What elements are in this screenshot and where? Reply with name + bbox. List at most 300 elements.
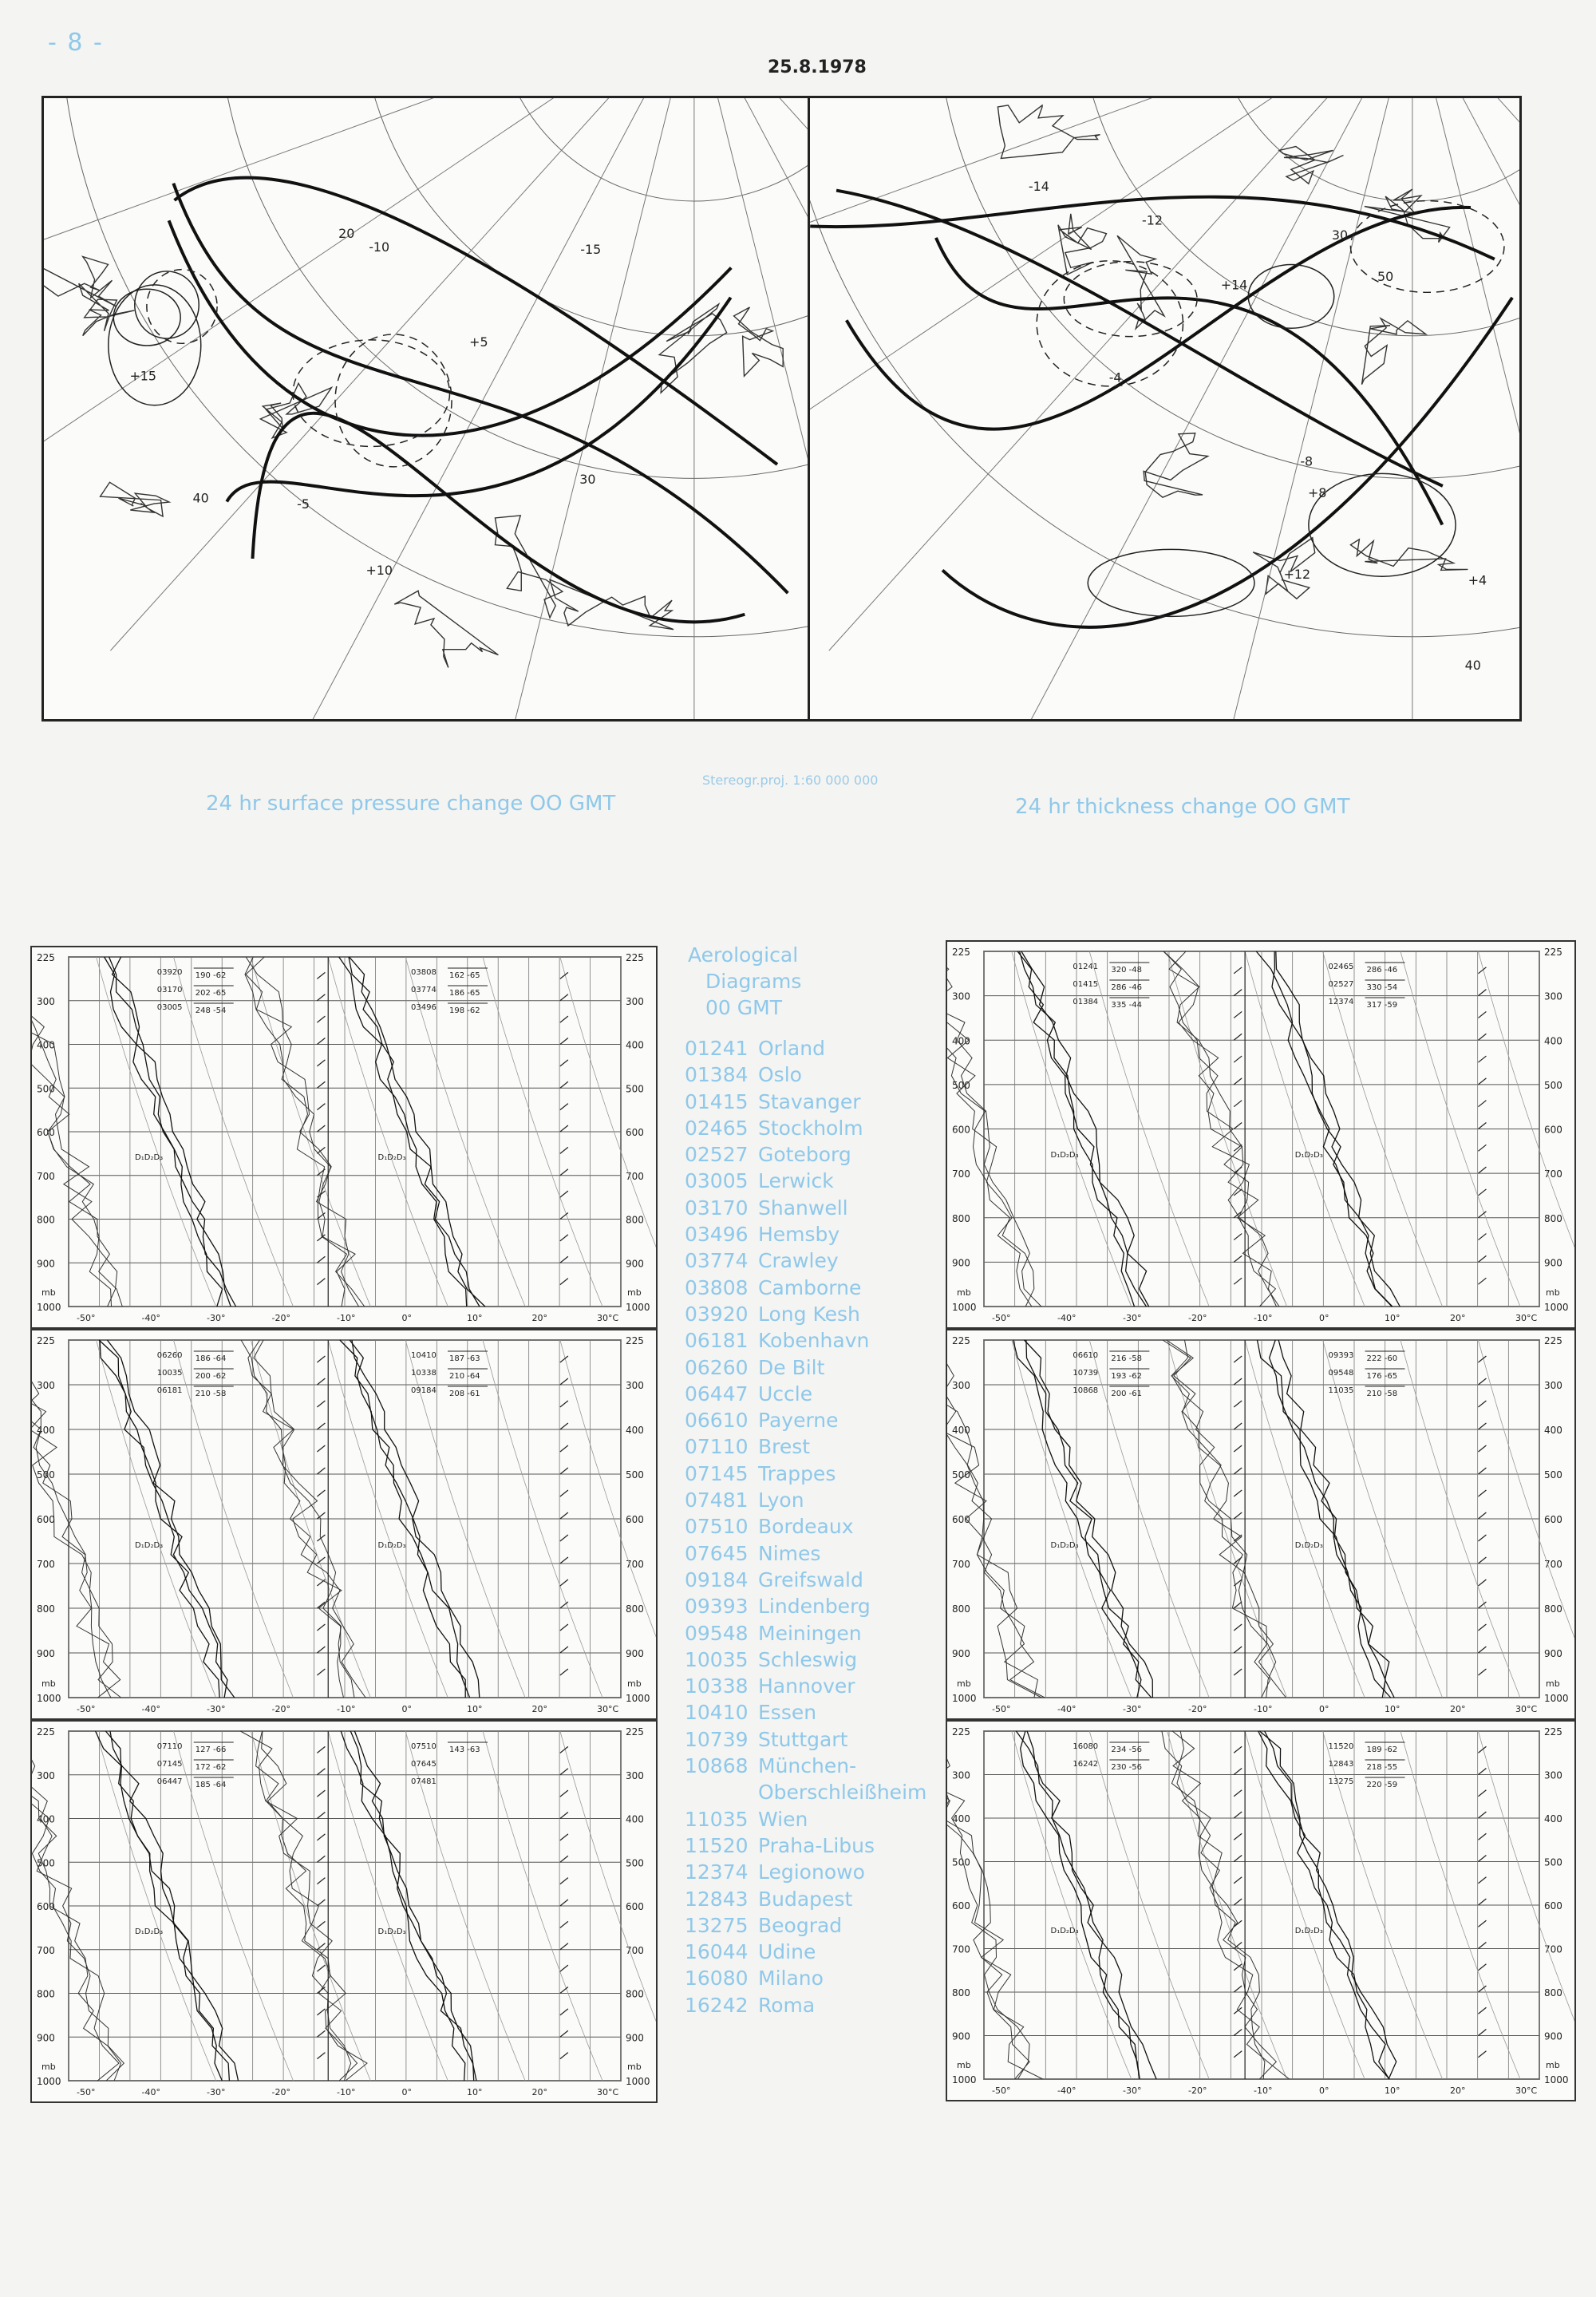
wind-barb [1478,1356,1486,1362]
pressure-label-left: 225 [37,1335,55,1346]
wind-barb [317,1125,325,1132]
station-name: Brest [758,1435,811,1459]
station-box-value: 286 -46 [1111,983,1142,992]
station-code: 10739 [685,1727,749,1751]
pressure-label-left: 225 [952,947,970,958]
station-item [685,1115,924,1141]
pressure-label-right: 225 [626,952,644,963]
temperature-tick-label: -40° [1057,1313,1077,1323]
wind-barb [1478,1034,1486,1040]
station-list [685,1035,927,2018]
station-box-value: 172 -62 [195,1763,227,1772]
station-name: Hemsby [758,1223,840,1247]
temperature-tick-label: -20° [1188,1313,1207,1323]
wind-barb [1478,1490,1486,1496]
pressure-label-right: 500 [626,1857,644,1869]
station-code: 07110 [685,1435,749,1459]
change-isoline [1350,201,1503,293]
station-name: Lyon [758,1489,804,1512]
wind-barb [560,2053,568,2059]
temperature-tick-label: -50° [992,1313,1011,1323]
temperature-tick-label: -20° [271,1313,290,1323]
pressure-label-right: 400 [1544,1425,1562,1436]
pressure-label-left: 700 [952,1943,970,1955]
pressure-label-right: 300 [626,995,644,1007]
pressure-label-left: 500 [37,1469,55,1481]
temperature-tick-label: 0° [401,1704,412,1714]
isoline-label: -12 [1141,212,1163,228]
pressure-label-right: 400 [1544,1035,1562,1047]
station-box-value: 208 -61 [449,1390,480,1398]
wind-barb [1478,1278,1486,1284]
wind-barb [317,1356,325,1362]
wind-barb [1478,1101,1486,1107]
pressure-label-right: 300 [626,1769,644,1781]
wind-barb [317,1624,325,1631]
station-item [685,1301,924,1327]
pressure-label-left: 400 [952,1425,970,1436]
coastline [1362,318,1426,385]
pressure-label-left: 300 [37,1380,55,1391]
temperature-tick-label: -30° [1123,1313,1142,1323]
diagram-grid [947,1335,1574,1714]
station-box-value: 234 -56 [1111,1745,1142,1754]
pressure-label-left: 225 [37,952,55,963]
wind-barb [317,1104,325,1110]
wind-barb [1234,1669,1242,1675]
station-name: Orland [758,1037,825,1060]
station-name: Shanwell [758,1196,848,1220]
wind-barb [317,1468,325,1474]
wind-barb [1478,1986,1486,1992]
pressure-label-left: 500 [952,1856,970,1868]
diagram-graphic [32,947,656,1327]
station-item [685,1726,924,1753]
wind-barb [1478,1512,1486,1519]
pressure-label-left: 1000 [37,2076,61,2087]
unit-label-left: mb [41,2062,56,2072]
unit-label-right: mb [1546,1287,1560,1298]
aerological-diagram-2 [946,940,1576,1329]
station-item [685,1275,924,1301]
station-box-value: 220 -59 [1366,1781,1398,1789]
temperature-tick-label: 20° [531,1313,547,1323]
station-code: 03920 [685,1302,749,1326]
pressure-label-right: 800 [626,1214,644,1226]
station-name: Goteborg [758,1143,851,1167]
pressure-label-left: 500 [952,1079,970,1091]
pressure-label-right: 300 [1544,990,1562,1002]
wind-barb [1234,1278,1242,1284]
wind-barb [1234,1624,1242,1631]
pressure-label-right: 800 [1544,1603,1562,1615]
mixing-ratio-label: D₁D₂D₃ [1294,1540,1323,1550]
pressure-label-right: 900 [1544,1648,1562,1659]
wind-barb [1234,2030,1242,2036]
wind-barb [560,1016,568,1022]
pressure-label-right: 1000 [626,2076,650,2087]
wind-barb [317,1016,325,1022]
change-isoline [1248,264,1333,328]
pressure-label-left: 225 [952,1335,970,1346]
mixing-ratio-label: D₁D₂D₃ [377,1153,406,1163]
zero-isoline [173,184,788,593]
wind-barb [560,1624,568,1631]
pressure-label-left: 800 [37,1988,55,2000]
station-box-code: 10739 [1073,1369,1099,1378]
wind-barb [1234,1078,1242,1085]
wind-barb [560,1746,568,1753]
temperature-tick-label: -50° [992,1704,1011,1714]
station-name: Camborne [758,1275,862,1299]
wind-barb [317,1038,325,1045]
station-item [685,1567,924,1593]
wind-barb [1478,1167,1486,1173]
pressure-label-right: 300 [1544,1380,1562,1391]
wind-barb [560,1038,568,1045]
pressure-label-right: 1000 [1544,1693,1569,1704]
station-box-code: 06447 [156,1777,183,1786]
pressure-label-left: 700 [37,1944,55,1956]
station-box-code: 16242 [1073,1760,1099,1769]
temperature-tick-label: -40° [1057,1704,1077,1714]
station-box-code: 09184 [411,1386,437,1395]
station-box-code: 06260 [156,1351,183,1360]
station-name: Crawley [758,1249,839,1273]
wind-barb [1234,1490,1242,1496]
wind-barb [1234,1034,1242,1040]
diagram-grid [32,1335,656,1714]
station-box-code: 03920 [156,968,183,977]
wind-barb [317,1965,325,1971]
station-item [685,1221,924,1247]
station-code: 06181 [685,1329,749,1353]
station-box-value: 176 -65 [1366,1372,1398,1381]
wind-barb [1478,1423,1486,1429]
wind-barb [1234,1401,1242,1407]
wind-barb [1234,1602,1242,1608]
station-item [685,1699,924,1726]
wind-barb [317,2009,325,2015]
station-item [685,1141,924,1168]
isoline-label: +8 [1308,485,1327,501]
temperature-tick-label: -40° [141,2087,160,2097]
pressure-label-left: 900 [37,2032,55,2044]
station-box-value: 222 -60 [1366,1354,1398,1363]
map-right-caption: 24 hr thickness change OO GMT [1015,795,1350,819]
wind-barb [1234,1468,1242,1474]
station-code: 06260 [685,1355,749,1379]
temperature-tick-label: 20° [531,2087,547,2097]
wind-barb [560,1060,568,1066]
station-name: Long Kesh [758,1302,860,1326]
pressure-label-left: 900 [952,1257,970,1269]
wind-barb [317,1081,325,1088]
isoline-label: -4 [1108,370,1122,385]
pressure-label-right: 700 [1544,1559,1562,1570]
station-box-value: 286 -46 [1366,966,1398,975]
wind-barb [560,1856,568,1862]
unit-label-right: mb [1546,1678,1560,1689]
pressure-label-right: 500 [1544,1079,1562,1091]
temperature-tick-label: 10° [467,1313,483,1323]
pressure-map-graphic [44,98,808,719]
pressure-label-right: 225 [626,1726,644,1738]
wind-barb [1478,1378,1486,1385]
wind-barb [560,1445,568,1452]
station-item [685,1965,924,1991]
wind-barb [317,1769,325,1775]
station-box-code: 03496 [411,1003,437,1012]
station-item [685,1062,924,1088]
temperature-tick-label: 0° [401,1313,412,1323]
page-date: 25.8.1978 [768,57,867,77]
mixing-ratio-label: D₁D₂D₃ [377,1927,406,1937]
wind-barb [1478,2030,1486,2036]
meridian-line [694,98,808,650]
station-box-value: 162 -65 [449,971,480,980]
station-box-value: 202 -65 [195,989,227,998]
pressure-label-right: 600 [1544,1514,1562,1525]
wind-barb [1478,1647,1486,1653]
station-box-code: 07645 [411,1760,437,1769]
temperature-tick-label: -10° [337,1313,356,1323]
pressure-label-right: 600 [626,1514,644,1525]
legend-title-line-3: 00 GMT [705,996,782,1019]
wind-barb [560,1468,568,1474]
wind-barb [560,1647,568,1653]
isoline-label: -15 [580,241,602,257]
pressure-label-left: 300 [952,1380,970,1391]
wind-barb [1234,1856,1242,1862]
pressure-label-left: 600 [952,1900,970,1912]
station-name: Hannover [758,1674,855,1698]
isoline-label: +15 [129,368,157,384]
page-number: - 8 - [48,29,104,57]
station-name: Roma [758,1993,816,2017]
wind-barb [1478,1624,1486,1631]
wind-barb [317,2053,325,2059]
latitude-circle [810,98,1519,637]
station-item [685,1832,924,1859]
wind-barb [317,1647,325,1653]
station-box-code: 10410 [411,1351,437,1360]
coastline [79,283,135,335]
temperature-tick-label: 30°C [1515,1313,1538,1323]
wind-barb [560,1235,568,1241]
pressure-label-right: 500 [1544,1469,1562,1481]
station-code: 03170 [685,1196,749,1220]
wind-barb [560,1921,568,1927]
wind-barb [1478,1856,1486,1862]
wind-barb [1478,1056,1486,1062]
wind-barb [560,1256,568,1263]
station-box-value: 193 -62 [1111,1372,1142,1381]
pressure-label-right: 500 [1544,1856,1562,1868]
station-box-code: 03808 [411,968,437,977]
pressure-label-right: 500 [626,1083,644,1095]
station-code: 09393 [685,1595,749,1619]
wind-barb [1234,1899,1242,1905]
wind-barb [560,2030,568,2037]
station-box-value: 200 -61 [1111,1390,1142,1398]
station-box-value: 127 -66 [195,1745,227,1754]
station-code: 02527 [685,1143,749,1167]
station-box-code: 11520 [1328,1742,1354,1751]
wind-barb [560,972,568,978]
pressure-label-right: 800 [1544,1987,1562,1999]
station-name: Payerne [758,1409,839,1433]
temperature-tick-label: -50° [77,1313,96,1323]
station-item [685,1886,924,1912]
temperature-tick-label: 10° [1385,2085,1400,2096]
temperature-tick-label: -40° [141,1313,160,1323]
pressure-label-right: 800 [626,1603,644,1615]
wind-barb [317,972,325,978]
wind-barb [317,1669,325,1675]
wind-barb [1234,1234,1242,1240]
pressure-label-left: 600 [37,1127,55,1138]
wind-barb [560,1535,568,1541]
isoline-label: +12 [1283,566,1311,582]
station-name: Essen [758,1701,817,1725]
wind-barb [560,1401,568,1407]
pressure-label-left: 700 [952,1168,970,1180]
wind-barb [1234,1255,1242,1262]
station-box-code: 03005 [156,1003,183,1012]
station-box-value: 248 -54 [195,1006,227,1015]
pressure-label-left: 800 [952,1212,970,1224]
station-code: 13275 [685,1913,749,1937]
station-box-value: 185 -64 [195,1781,227,1789]
station-code: 16242 [685,1993,749,2017]
wind-barb [1478,967,1486,974]
station-code: 01241 [685,1037,749,1060]
meridian-line [1412,98,1519,301]
station-code: 06447 [685,1382,749,1405]
diagram-graphic [947,1330,1574,1718]
temperature-tick-label: -10° [337,2087,356,2097]
station-name: Udine [758,1940,816,1964]
temperature-tick-label: 30°C [597,2087,619,2097]
wind-barb [1478,1899,1486,1905]
station-item [685,1939,924,1965]
aerological-diagram-3 [30,1329,658,1720]
wind-barb [1234,1769,1242,1775]
station-item [685,1089,924,1115]
station-box-value: 210 -58 [1366,1390,1398,1398]
wind-barb [1234,2051,1242,2058]
pressure-label-left: 900 [37,1258,55,1270]
pressure-label-right: 300 [1544,1769,1562,1781]
station-box-value: 216 -58 [1111,1354,1142,1363]
isoline-label: -10 [369,239,390,255]
map-linework [810,98,1519,719]
temperature-tick-label: 0° [1319,1313,1329,1323]
station-code: 07645 [685,1541,749,1565]
pressure-label-right: 1000 [1544,1302,1569,1313]
temperature-tick-label: -30° [207,2087,226,2097]
pressure-label-left: 300 [952,990,970,1002]
pressure-label-left: 400 [952,1035,970,1047]
coastline [1117,235,1164,329]
isoline-label: +5 [469,334,488,350]
station-code: 11035 [685,1807,749,1831]
station-name: Trappes [758,1461,836,1485]
pressure-label-right: 1000 [626,1693,650,1704]
wind-barb [1478,1123,1486,1129]
diagram-graphic [947,942,1574,1327]
pressure-label-left: 500 [37,1083,55,1095]
isoline-label: 20 [338,225,355,241]
station-code: 16044 [685,1940,749,1964]
surface-pressure-change-map [41,96,810,722]
coastline [394,591,498,667]
pressure-label-right: 900 [1544,2030,1562,2042]
pressure-label-right: 225 [1544,1726,1562,1738]
wind-barb [1478,1212,1486,1218]
station-code: 12843 [685,1887,749,1911]
temperature-tick-label: 0° [1319,2085,1329,2096]
isoline-label: +10 [365,563,393,579]
wind-barb [1478,1535,1486,1541]
station-item [685,1540,924,1567]
wind-barb [560,1081,568,1088]
wind-barb [1234,1812,1242,1818]
map-left-caption: 24 hr surface pressure change OO GMT [206,792,616,816]
pressure-label-left: 400 [952,1813,970,1825]
meridian-line [694,98,808,490]
wind-barb [1478,1078,1486,1085]
wind-barb [1234,1445,1242,1452]
station-box-code: 03170 [156,986,183,994]
wind-barb [317,1378,325,1385]
station-box-code: 07110 [156,1742,183,1751]
station-box-code: 16080 [1073,1742,1099,1751]
wind-barb [1478,1812,1486,1818]
wind-barb [1234,1512,1242,1519]
wind-barb [1234,1356,1242,1362]
wind-barb [1478,1602,1486,1608]
wind-barb [1478,1468,1486,1474]
wind-barb [1478,2051,1486,2058]
pressure-label-left: 1000 [952,1302,977,1313]
station-name: München- [758,1754,857,1778]
station-code: 02465 [685,1116,749,1140]
meridian-line [810,98,1412,490]
wind-barb [1234,1101,1242,1107]
wind-barb [560,1169,568,1176]
temperature-tick-label: 20° [1450,1313,1466,1323]
meridian-line [44,98,694,301]
pressure-label-left: 900 [952,2030,970,2042]
temperature-tick-label: -30° [207,1704,226,1714]
temperature-tick-label: 30°C [1515,1704,1538,1714]
wind-barb [317,1790,325,1797]
station-name: De Bilt [758,1355,825,1379]
isoline-label: +4 [1468,572,1487,588]
station-name: Greifswald [758,1568,863,1591]
diagram-grid [32,1726,656,2097]
wind-barb [560,1490,568,1496]
pressure-label-left: 700 [952,1559,970,1570]
wind-barb [317,1579,325,1586]
pressure-label-right: 400 [626,1425,644,1436]
temperature-tick-label: -30° [1123,2085,1142,2096]
temperature-tick-label: -50° [77,1704,96,1714]
station-item [685,1992,924,2018]
isoline-label: 30 [1331,227,1349,243]
